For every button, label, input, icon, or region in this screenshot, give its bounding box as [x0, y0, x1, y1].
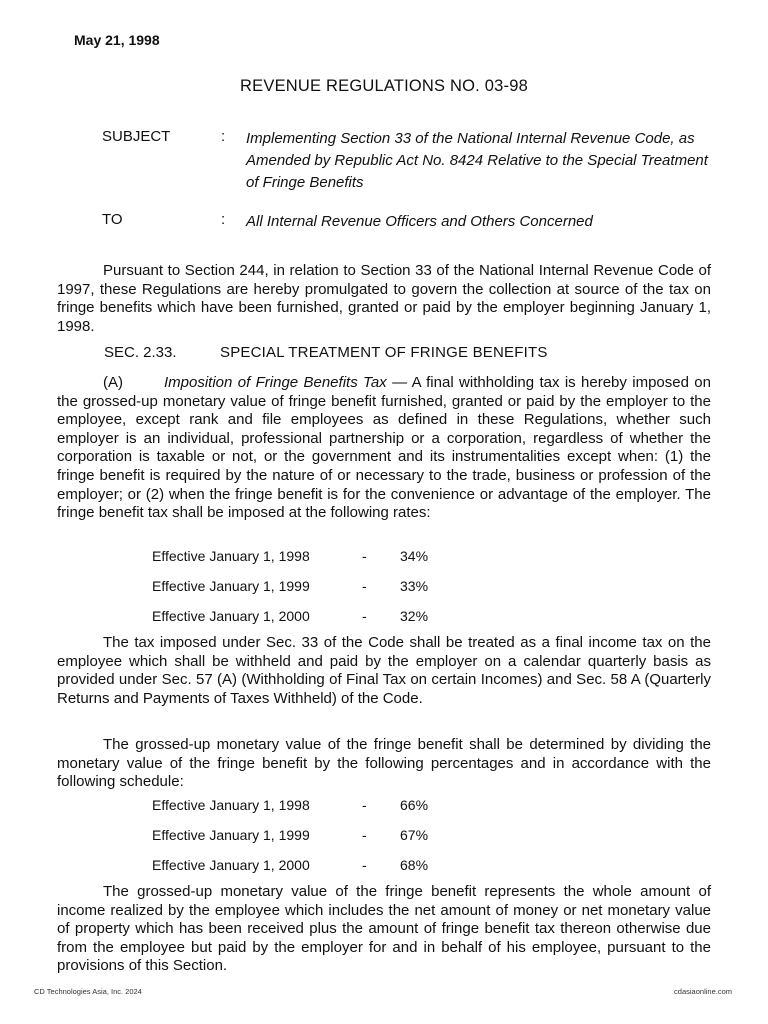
subsection-a-text: — A final withholding tax is hereby imposed on the grossed-up monetary value of fringe benefit furnished, granted or paid by the employer to the employee, except rank and file employees as defined in these Regulations, whether such employer is an individual, professional partnership or a corporation, regardless of whether the corporation is taxable or not, or the government and its instrumentalities except when: (1) the fringe benefit is required by the nature of or necessary to the trade, business or profession of the employer; or (2) when the fringe benefit is for the convenience or advantage of the employer. The fringe benefit tax shall be imposed at the following rates: — [57, 374, 711, 522]
section-heading — [104, 344, 548, 361]
intro-paragraph: Pursuant to Section 244, in relation to Section 33 of the National Internal Revenue Code of 1997, these Regulations are hereby promulgated to govern the collection at source of the tax on fringe benefits which have been furnished, granted or paid by the employer beginning January 1, 1998. — [57, 262, 711, 335]
subject-text: Implementing Section 33 of the National Internal Revenue Code, as Amended by Republic Act No. 8424 Relative to the Special Treatment of Fringe Benefits — [246, 130, 708, 191]
footer-website: cdasiaonline.com — [674, 987, 732, 996]
section-title: SPECIAL TREATMENT OF FRINGE BENEFITS — [220, 344, 548, 361]
document-date: May 21, 1998 — [74, 32, 160, 48]
to-text: All Internal Revenue Officers and Others Concerned — [246, 213, 593, 230]
document-page: May 21, 1998 REVENUE REGULATIONS NO. 03-98 SUBJECT : Implementing Section 33 of the National Internal Revenue Code, as Amended by Republic Act No. 8424 Relative to the Special Treatment of Fringe Benefits TO : All Internal Revenue Officers and Others Concerned Pursuant to Section 244, in relation to Section 33 of the National Internal Revenue Code of 1997, these Regulations are hereby promulgated to govern the collection at source of the tax on fringe benefits which have been furnished, granted or paid by the employer beginning January 1, 1998. SEC. 2.33. SPECIAL TREATMENT OF FRINGE BENEFITS (A) Imposition of Fringe Benefits Tax — A final withholding tax is hereby imposed on the grossed-up monetary value of fringe benefit furnished, granted or paid by the employer to the employee, except rank and file employees as defined in these Regulations, whether such employer is an individual, professional partnership or a corporation, regardless of whether the corporation is taxable or not, or the government and its instrumentalities except when: (1) the fringe benefit is required by the nature of or necessary to the trade, business or profession of the employer; or (2) when the fringe benefit is for the convenience or advantage of the employer. The fringe benefit tax shall be imposed at the following rates: Effective January 1, 1998 - 34% Effective January 1, 1999 - 33% Effective January 1, 2000 - 32% The tax imposed under Sec. 33 of the Code shall be treated as a final income tax on the employee which shall be withheld and paid by the employer on a calendar quarterly basis as provided under Sec. 57 (A) (Withholding of Final Tax on certain Incomes) and Sec. 58 A (Quarterly Returns and Payments of Taxes Withheld) of the Code. The grossed-up monetary value of the fringe benefit shall be determined by dividing the monetary value of the fringe benefit by the following percentages and in accordance with the following schedule: Effective January 1, 1998 - 66% Effective January 1, 1999 - 67% Effective January 1, 2000 - 68% The grossed-up monetary value of the fringe benefit represents the whole amount of income realized by the employee which includes the net amount of money or net monetary value of property which has been received plus the amount of fringe benefit tax thereon otherwise due from the employee but paid by the employer for and in behalf of his employee, pursuant to the provisions of this Section. CD Technologies Asia, Inc. 2024 cdasiaonline.com — [0, 0, 768, 1024]
subsection-a-title: Imposition of Fringe Benefits Tax — [164, 374, 387, 391]
grossed-up-paragraph: The grossed-up monetary value of the fringe benefit shall be determined by dividing the monetary value of the fringe benefit by the following percentages and in accordance with the following schedule: — [57, 736, 711, 791]
subject-colon: : — [221, 128, 226, 145]
subject-label: SUBJECT — [102, 128, 171, 145]
footer-publisher: CD Technologies Asia, Inc. 2024 — [34, 987, 142, 996]
final-tax-paragraph: The tax imposed under Sec. 33 of the Code shall be treated as a final income tax on the employee which shall be withheld and paid by the employer on a calendar quarterly basis as provided under Sec. 57 (A) (Withholding of Final Tax on certain Incomes) and Sec. 58 A (Quarterly Returns and Payments of Taxes Withheld) of the Code. — [57, 634, 711, 707]
final-paragraph: The grossed-up monetary value of the fringe benefit represents the whole amount of income realized by the employee which includes the net amount of money or net monetary value of property which has been received plus the amount of fringe benefit tax thereon otherwise due from the employee but paid by the employer for and in behalf of his employee, pursuant to the provisions of this Section. — [57, 883, 711, 975]
to-label: TO — [102, 211, 123, 228]
subsection-a-label: (A) — [103, 374, 123, 391]
document-title: REVENUE REGULATIONS NO. 03-98 — [240, 77, 528, 95]
subsection-a-paragraph — [57, 374, 711, 523]
section-number: SEC. 2.33. — [104, 344, 177, 361]
to-colon: : — [221, 211, 226, 228]
